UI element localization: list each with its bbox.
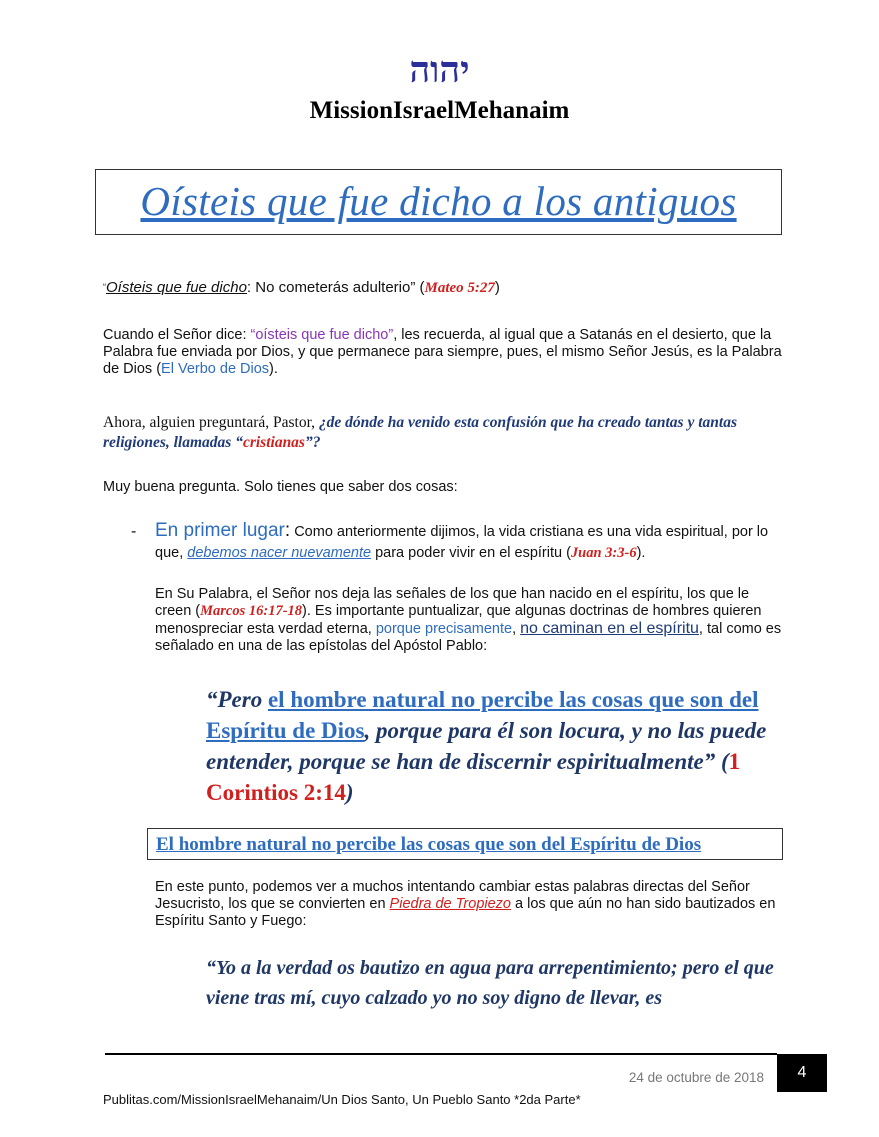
p2-text-a: Cuando el Señor dice: [103, 327, 251, 343]
item1p2-precisamente: porque precisamente [375, 621, 513, 637]
page-title: Oísteis que fue dicho a los antiguos [140, 178, 737, 224]
item1-text-b: para poder vivir en el espíritu ( [371, 545, 571, 561]
quote-corintios [206, 684, 776, 808]
p3-question: ¿de dónde ha venido esta confusión que ha creado tantas y tantas religiones, llamadas “ [103, 414, 737, 451]
site-name: MissionIsraelMehanaim [309, 97, 570, 124]
quote1-text: , porque para él son locura, y no las puede entender, porque se han de discernir espiritualmente” ( [206, 718, 767, 774]
link-nacer-nuevamente[interactable]: debemos nacer nuevamente [187, 545, 372, 561]
item1-colon: : [284, 520, 291, 541]
intro-line [103, 279, 783, 297]
ref-juan: Juan 3:3-6 [570, 545, 637, 561]
quote1-close: ) [345, 780, 354, 805]
page-number: 4 [777, 1054, 827, 1092]
quote1-open: “Pero [206, 687, 268, 712]
link-piedra-tropiezo[interactable]: Piedra de Tropiezo [389, 896, 511, 912]
hebrew-logo: יהוה [409, 49, 470, 91]
ref-mateo: Mateo 5:27 [424, 280, 495, 296]
p2-text-b: , les recuerda, al igual que a Satanás en el desierto, que la Palabra fue enviada por Dios, y que permanece para siempre, pues, el mismo Señor Jesús, es la Palabra de Dios ( [103, 327, 782, 377]
p5-text-b: a los que aún no han sido bautizados en Espíritu Santo y Fuego: [155, 896, 776, 929]
footer-divider [105, 1053, 777, 1055]
footer-source: Publitas.com/MissionIsraelMehanaim/Un Dios Santo, Un Pueblo Santo *2da Parte* [103, 1092, 581, 1107]
p2-text-c: ). [269, 361, 278, 377]
p2-verbo: El Verbo de Dios [161, 361, 270, 377]
intro-rest: : No cometerás adulterio” ( [246, 279, 425, 296]
item1-lead: En primer lugar [155, 520, 285, 541]
item1-text-a: Como anteriormente dijimos, la vida cristiana es una vida espiritual, por lo que, [155, 524, 769, 561]
list-item-primer-lugar [155, 520, 783, 564]
link-hombre-natural[interactable]: el hombre natural no percibe las cosas que son del Espíritu de Dios [206, 687, 759, 743]
paragraph-senales [155, 586, 785, 655]
title-box [95, 169, 782, 235]
link-no-caminan[interactable]: no caminan en el espíritu [520, 620, 699, 637]
quote-bautizo: “Yo a la verdad os bautizo en agua para arrepentimiento; pero el que viene tras mí, cuyo calzado yo no soy digno de llevar, es [206, 957, 774, 1009]
paragraph-senor-dice [103, 327, 783, 378]
ref-corintios: 1 Corintios 2:14 [206, 749, 741, 805]
item1p2-comma: , [512, 621, 521, 637]
item1p2-text-c: , tal como es señalado en una de las epístolas del Apóstol Pablo: [155, 621, 782, 654]
intro-close: ) [494, 279, 500, 296]
p3-text-a: Ahora, alguien preguntará, Pastor, [103, 414, 319, 431]
p3-question-end: ”? [304, 434, 321, 451]
p5-text-a: En este punto, podemos ver a muchos intentando cambiar estas palabras directas del Señor Jesucristo, los que se convierten en [155, 879, 750, 912]
footer-date: 24 de octubre de 2018 [628, 1070, 764, 1085]
highlight-box [147, 828, 783, 860]
open-quote: “ [103, 282, 106, 292]
paragraph-en-este-punto [155, 879, 780, 930]
paragraph-buena-pregunta: Muy buena pregunta. Solo tienes que saber dos cosas: [103, 479, 458, 495]
ref-marcos: Marcos 16:17-18 [200, 603, 303, 619]
p3-cristianas: cristianas [242, 434, 305, 451]
item1p2-text-b: ). Es importante puntualizar, que algunas doctrinas de hombres quieren menospreciar esta verdad eterna, [155, 603, 762, 637]
list-dash: - [131, 523, 137, 540]
item1p2-text-a: En Su Palabra, el Señor nos deja las señales de los que han nacido en el espíritu, los que le creen ( [155, 586, 750, 619]
highlight-text: El hombre natural no percibe las cosas que son del Espíritu de Dios [156, 834, 702, 855]
item1-text-c: ). [636, 545, 646, 561]
paragraph-pregunta [103, 413, 793, 453]
intro-italic: Oísteis que fue dicho [106, 279, 247, 296]
p2-highlight: “oísteis que fue dicho” [250, 327, 394, 343]
